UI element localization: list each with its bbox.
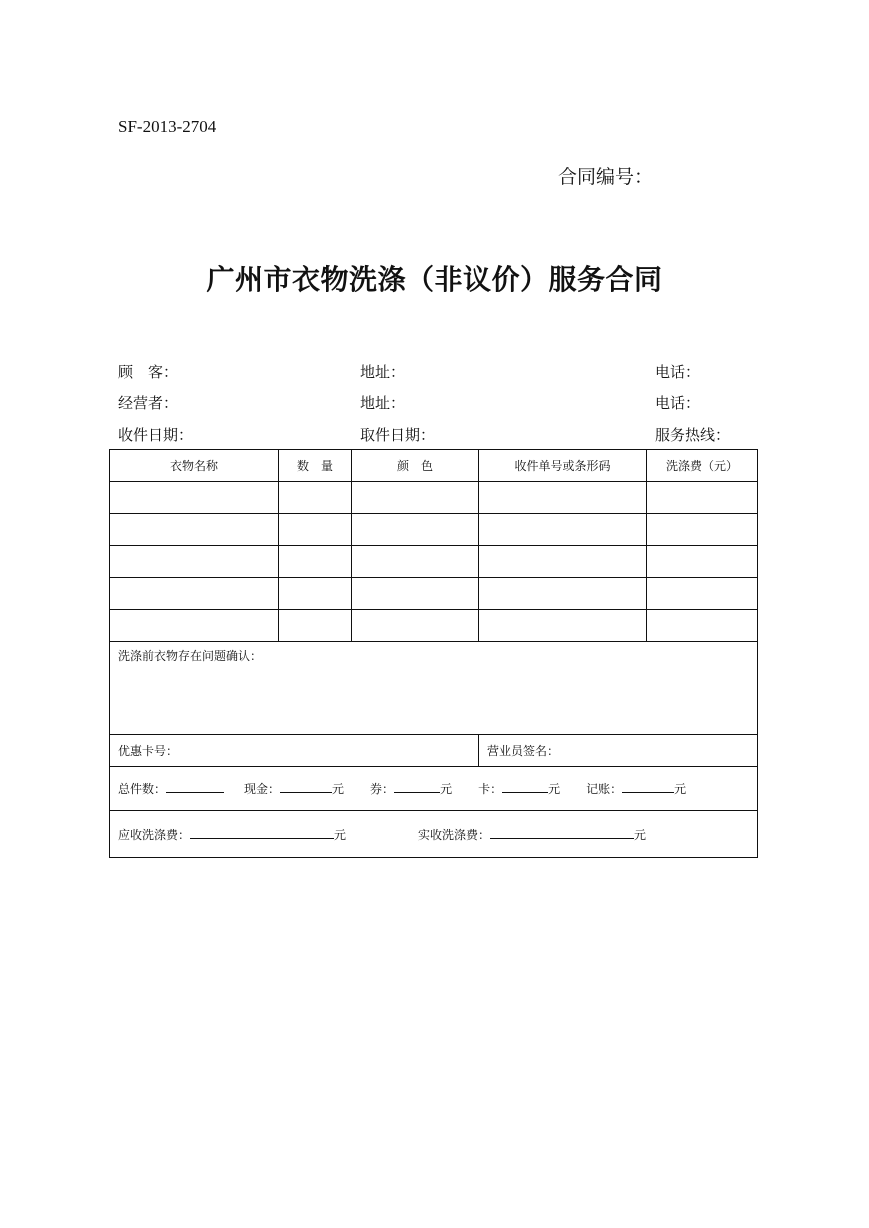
quantity-cell[interactable]: [279, 514, 352, 546]
document-code: SF-2013-2704: [118, 117, 217, 136]
receivable-fee-field[interactable]: [190, 826, 334, 839]
quantity-cell[interactable]: [279, 610, 352, 642]
color-cell[interactable]: [352, 482, 479, 514]
card-label: 卡：: [478, 782, 503, 796]
quantity-cell[interactable]: [279, 546, 352, 578]
service-hotline-label: 服务热线：: [655, 426, 731, 444]
account-unit: 元: [674, 782, 687, 796]
fee-cell[interactable]: [647, 610, 758, 642]
contract-title: 广州市衣物洗涤（非议价）服务合同: [206, 263, 663, 296]
header-receipt-number: 收件单号或条形码: [479, 450, 647, 482]
total-count-field[interactable]: [166, 780, 224, 793]
item-name-cell[interactable]: [110, 610, 279, 642]
card-signature-row: [110, 735, 758, 767]
laundry-items-table: [109, 449, 758, 858]
quantity-cell[interactable]: [279, 482, 352, 514]
customer-label: 顾 客：: [118, 363, 179, 381]
fee-cell[interactable]: [647, 514, 758, 546]
color-cell[interactable]: [352, 514, 479, 546]
quantity-cell[interactable]: [279, 578, 352, 610]
totals-row: [110, 767, 758, 811]
cash-label: 现金：: [244, 782, 281, 796]
total-count-label: 总件数：: [118, 782, 167, 796]
table-header-row: [110, 450, 758, 482]
received-fee-unit: 元: [634, 827, 647, 842]
receipt-number-cell[interactable]: [479, 546, 647, 578]
account-field[interactable]: [622, 780, 674, 793]
table-row: [110, 610, 758, 642]
item-name-cell[interactable]: [110, 482, 279, 514]
pre-wash-problems-field[interactable]: [110, 642, 758, 735]
fees-cell: [110, 811, 758, 858]
fee-cell[interactable]: [647, 482, 758, 514]
clerk-signature-label: 营业员签名：: [487, 744, 560, 758]
discount-card-field[interactable]: [110, 735, 479, 767]
operator-address-label: 地址：: [360, 394, 406, 412]
received-fee-label: 实收洗涤费：: [418, 827, 491, 842]
coupon-label: 券：: [370, 782, 395, 796]
card-field[interactable]: [502, 780, 548, 793]
receipt-number-cell[interactable]: [479, 610, 647, 642]
receivable-fee-label: 应收洗涤费：: [118, 827, 191, 842]
cash-field[interactable]: [280, 780, 332, 793]
table-row: [110, 482, 758, 514]
cash-unit: 元: [332, 782, 345, 796]
color-cell[interactable]: [352, 610, 479, 642]
contract-number-label: 合同编号：: [558, 166, 654, 188]
receivable-fee-unit: 元: [334, 827, 347, 842]
pickup-date-label: 取件日期：: [360, 426, 436, 444]
coupon-field[interactable]: [394, 780, 440, 793]
item-name-cell[interactable]: [110, 578, 279, 610]
account-label: 记账：: [586, 782, 623, 796]
customer-address-label: 地址：: [360, 363, 406, 381]
item-name-cell[interactable]: [110, 546, 279, 578]
clerk-signature-field[interactable]: [479, 735, 758, 767]
item-name-cell[interactable]: [110, 514, 279, 546]
header-quantity: 数 量: [279, 450, 352, 482]
header-item-name: 衣物名称: [110, 450, 279, 482]
receipt-number-cell[interactable]: [479, 578, 647, 610]
color-cell[interactable]: [352, 546, 479, 578]
color-cell[interactable]: [352, 578, 479, 610]
card-unit: 元: [548, 782, 561, 796]
pre-wash-problems-label: 洗涤前衣物存在问题确认：: [118, 649, 263, 663]
fees-row: [110, 811, 758, 858]
receipt-number-cell[interactable]: [479, 514, 647, 546]
receive-date-label: 收件日期：: [118, 426, 194, 444]
fee-cell[interactable]: [647, 546, 758, 578]
operator-label: 经营者：: [118, 394, 179, 412]
header-color: 颜 色: [352, 450, 479, 482]
operator-phone-label: 电话：: [655, 394, 701, 412]
table-row: [110, 514, 758, 546]
fee-cell[interactable]: [647, 578, 758, 610]
customer-phone-label: 电话：: [655, 363, 701, 381]
table-row: [110, 578, 758, 610]
received-fee-field[interactable]: [490, 826, 634, 839]
table-row: [110, 546, 758, 578]
header-laundry-fee: 洗涤费（元）: [647, 450, 758, 482]
coupon-unit: 元: [440, 782, 453, 796]
discount-card-label: 优惠卡号：: [118, 744, 179, 758]
totals-cell: [110, 767, 758, 811]
receipt-number-cell[interactable]: [479, 482, 647, 514]
pre-wash-problems-row: [110, 642, 758, 735]
